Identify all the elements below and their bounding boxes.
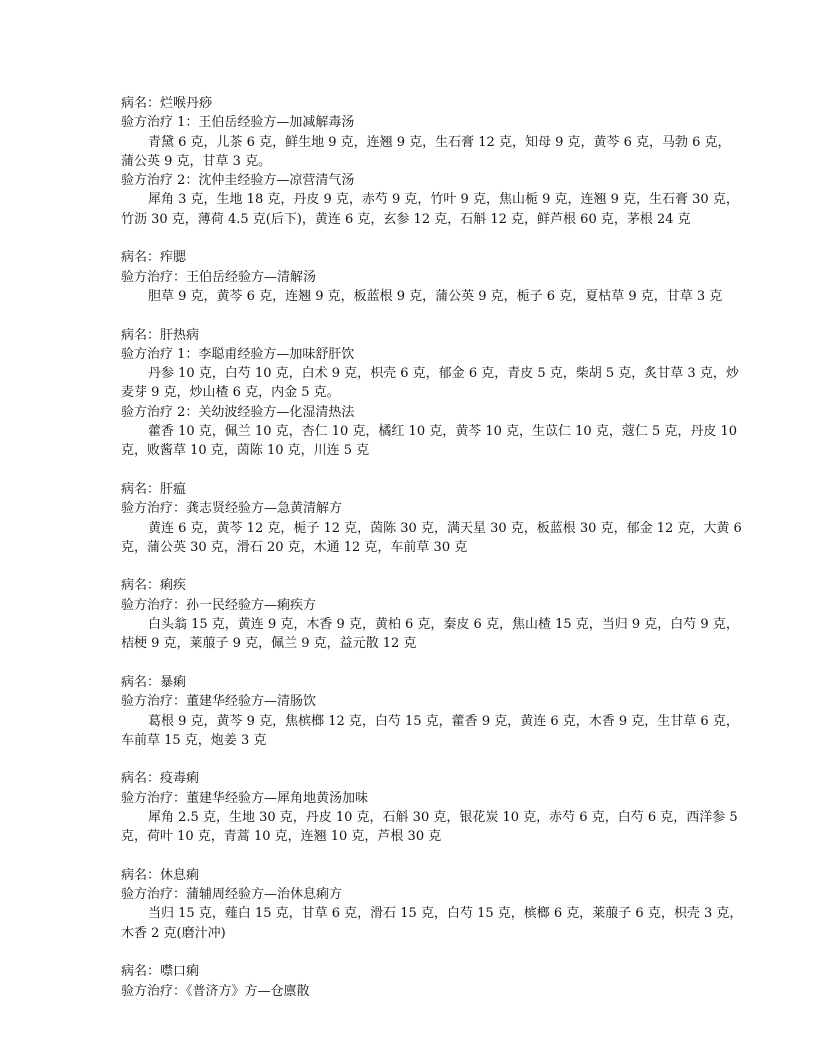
disease-name: 病名：烂喉丹痧 — [121, 96, 213, 111]
prescription-line: 桔梗 9 克，莱菔子 9 克，佩兰 9 克，益元散 12 克 — [121, 636, 417, 652]
disease-entry — [121, 480, 742, 557]
entry-spacer — [121, 461, 703, 480]
prescription-line: 胆草 9 克，黄芩 6 克，连翘 9 克，板蓝根 9 克，蒲公英 9 克，栀子 6 克，夏枯草 9 克，甘草 3 克 — [148, 288, 723, 304]
document-page — [121, 94, 743, 1001]
treatment-title: 验方治疗：蒲辅周经验方—治休息痢方 — [121, 887, 343, 903]
treatment-title: 验方治疗：王伯岳经验方—清解汤 — [121, 269, 317, 285]
prescription-line: 犀角 3 克，生地 18 克，丹皮 9 克，赤芍 9 克，竹叶 9 克，焦山栀 9 克，连翘 9 克，生石膏 30 克， — [148, 192, 739, 208]
prescription-line: 车前草 15 克，炮姜 3 克 — [121, 732, 267, 748]
prescription-line: 当归 15 克，薤白 15 克，甘草 6 克，滑石 15 克，白芍 15 克，槟榔 6 克，莱菔子 6 克，枳壳 3 克， — [148, 906, 743, 922]
prescription-line: 葛根 9 克，黄芩 9 克，焦槟榔 12 克，白芍 15 克，藿香 9 克，黄连 6 克，木香 9 克，生甘草 6 克， — [148, 713, 739, 729]
disease-entry — [121, 769, 738, 846]
treatment-title: 验方治疗 1：王伯岳经验方—加减解毒汤 — [121, 115, 355, 131]
entry-spacer — [121, 654, 703, 673]
treatment-title: 验方治疗 1：李聪甫经验方—加味舒肝饮 — [121, 346, 355, 362]
prescription-line: 丹参 10 克，白芍 10 克，白术 9 克，枳壳 6 克，郁金 6 克，青皮 5 克，柴胡 5 克，炙甘草 3 克，炒 — [148, 366, 739, 382]
disease-entry — [121, 673, 739, 750]
disease-name: 病名：肝热病 — [121, 327, 200, 343]
disease-entry — [121, 94, 739, 229]
prescription-line: 麦芽 9 克，炒山楂 6 克，内金 5 克。 — [121, 385, 340, 401]
entry-spacer — [121, 943, 703, 962]
prescription-line: 青黛 6 克，儿茶 6 克，鲜生地 9 克，连翘 9 克，生石膏 12 克，知母 9 克，黄芩 6 克，马勃 6 克， — [148, 134, 731, 150]
treatment-title: 验方治疗：孙一民经验方—痢疾方 — [121, 597, 317, 613]
prescription-line: 克，败酱草 10 克，茵陈 10 克，川连 5 克 — [121, 443, 370, 459]
disease-name: 病名：肝瘟 — [121, 481, 187, 497]
prescription-line: 蒲公英 9 克，甘草 3 克。 — [121, 153, 272, 169]
prescription-line: 藿香 10 克，佩兰 10 克，杏仁 10 克，橘红 10 克，黄芩 10 克，生苡仁 10 克，蔻仁 5 克，丹皮 10 — [148, 424, 738, 440]
treatment-title: 验方治疗：《普济方》方—仓廪散 — [121, 983, 310, 999]
entry-spacer — [121, 306, 703, 325]
entry-spacer — [121, 847, 703, 866]
treatment-title: 验方治疗：董建华经验方—清肠饮 — [121, 694, 317, 710]
prescription-line: 犀角 2.5 克，生地 30 克，丹皮 10 克，石斛 30 克，银花炭 10 克，赤芍 6 克，白芍 6 克，西洋参 5 — [148, 809, 738, 825]
disease-name: 病名：疫毒痢 — [121, 771, 200, 787]
prescription-line: 克，荷叶 10 克，青蒿 10 克，连翘 10 克，芦根 30 克 — [121, 829, 442, 845]
disease-entry — [121, 962, 703, 1001]
treatment-title: 验方治疗 2：关幼波经验方—化湿清热法 — [121, 404, 355, 420]
disease-name: 病名：暴痢 — [121, 674, 187, 690]
prescription-line: 白头翁 15 克，黄连 9 克，木香 9 克，黄柏 6 克，秦皮 6 克，焦山楂 15 克，当归 9 克，白芍 9 克， — [148, 617, 739, 633]
prescription-line: 黄连 6 克，黄芩 12 克，栀子 12 克，茵陈 30 克，满天星 30 克，板蓝根 30 克，郁金 12 克，大黄 6 — [148, 520, 742, 536]
disease-name: 病名：噤口痢 — [121, 964, 200, 980]
prescription-line: 克，蒲公英 30 克，滑石 20 克，木通 12 克，车前草 30 克 — [121, 539, 468, 555]
disease-name: 病名：痄腮 — [121, 250, 187, 266]
prescription-line: 木香 2 克(磨汁冲) — [121, 925, 226, 941]
disease-name: 病名：休息痢 — [121, 867, 200, 883]
treatment-title: 验方治疗：龚志贤经验方—急黄清解方 — [121, 501, 343, 517]
disease-entry — [121, 326, 739, 461]
entry-spacer — [121, 750, 703, 769]
entry-spacer — [121, 557, 703, 576]
disease-entry — [121, 576, 739, 653]
treatment-title: 验方治疗：董建华经验方—犀角地黄汤加味 — [121, 790, 369, 806]
entry-spacer — [121, 229, 703, 248]
prescription-line: 竹沥 30 克，薄荷 4.5 克(后下)，黄连 6 克，玄参 12 克，石斛 12 克，鲜芦根 60 克，茅根 24 克 — [121, 211, 691, 227]
treatment-title: 验方治疗 2：沈仲圭经验方—凉营清气汤 — [121, 173, 355, 189]
disease-entry — [121, 866, 743, 943]
disease-name: 病名：痢疾 — [121, 578, 187, 594]
disease-entry — [121, 248, 723, 306]
